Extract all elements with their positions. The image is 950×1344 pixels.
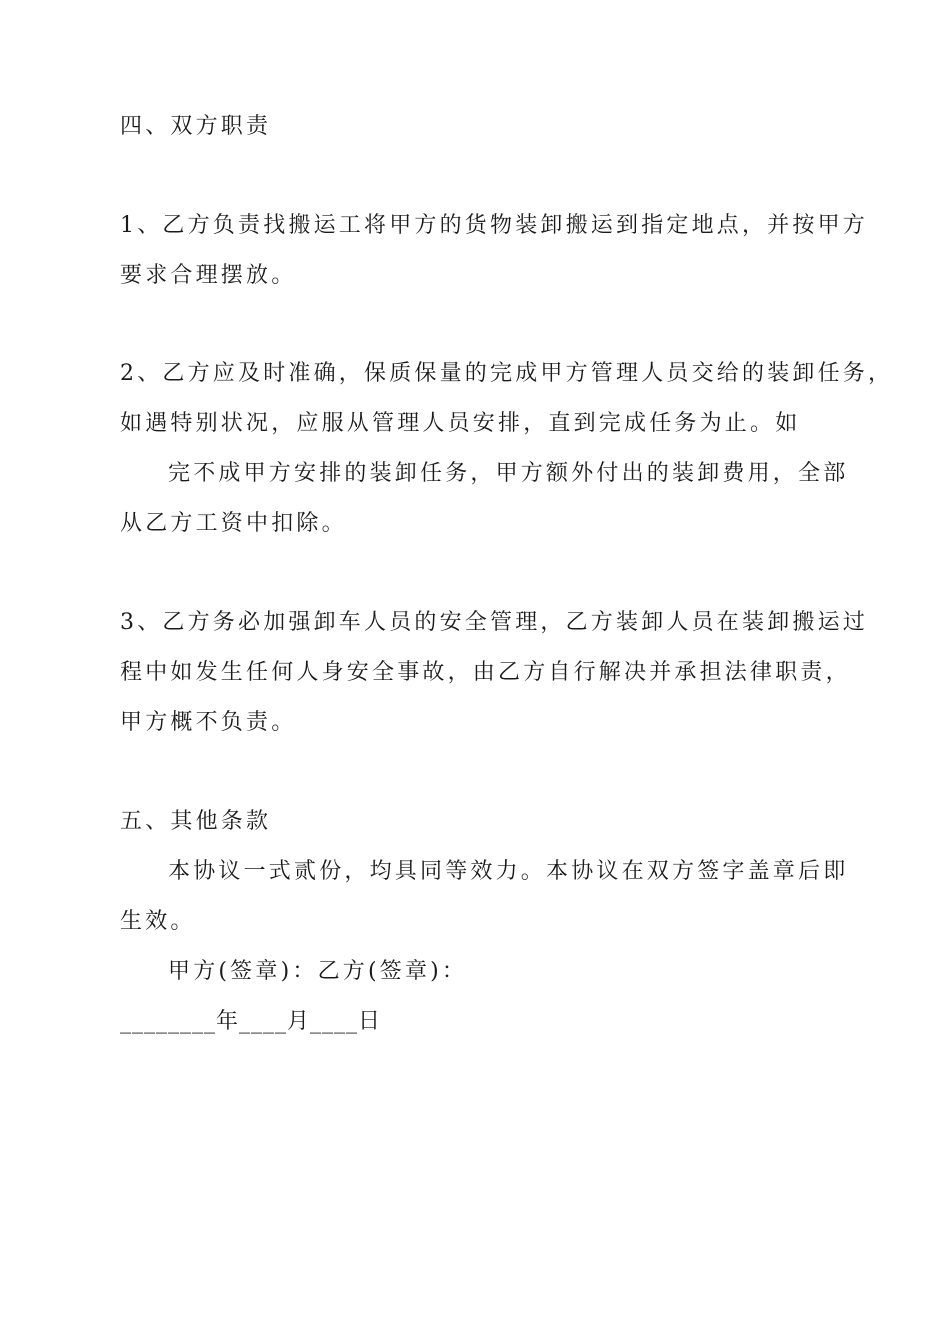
item-3-line-2: 程中如发生任何人身安全事故，由乙方自行解决并承担法律职责， bbox=[120, 660, 851, 685]
item-1-line-1: 1、乙方负责找搬运工将甲方的货物装卸搬运到指定地点，并按甲方 bbox=[120, 213, 868, 238]
item-2-line-3: 完不成甲方安排的装卸任务，甲方额外付出的装卸费用，全部 bbox=[168, 461, 849, 486]
signature-line: 甲方(签章)：乙方(签章)： bbox=[168, 959, 468, 984]
item-3-line-1: 3、乙方务必加强卸车人员的安全管理，乙方装卸人员在装卸搬运过 bbox=[120, 610, 868, 635]
date-line: ________年____月____日 bbox=[120, 1009, 382, 1034]
item-2-line-1: 2、乙方应及时准确，保质保量的完成甲方管理人员交给的装卸任务， bbox=[120, 361, 894, 386]
item-2-line-4: 从乙方工资中扣除。 bbox=[120, 511, 347, 536]
section-5-paragraph-line-2: 生效。 bbox=[120, 909, 196, 934]
section-5-heading: 五、其他条款 bbox=[120, 809, 272, 834]
section-5-paragraph-line-1: 本协议一式贰份，均具同等效力。本协议在双方签字盖章后即 bbox=[168, 859, 849, 884]
item-1-line-2: 要求合理摆放。 bbox=[120, 263, 297, 288]
item-3-line-3: 甲方概不负责。 bbox=[120, 710, 297, 735]
item-2-line-2: 如遇特别状况，应服从管理人员安排，直到完成任务为止。如 bbox=[120, 411, 801, 436]
section-4-heading: 四、双方职责 bbox=[120, 114, 272, 139]
